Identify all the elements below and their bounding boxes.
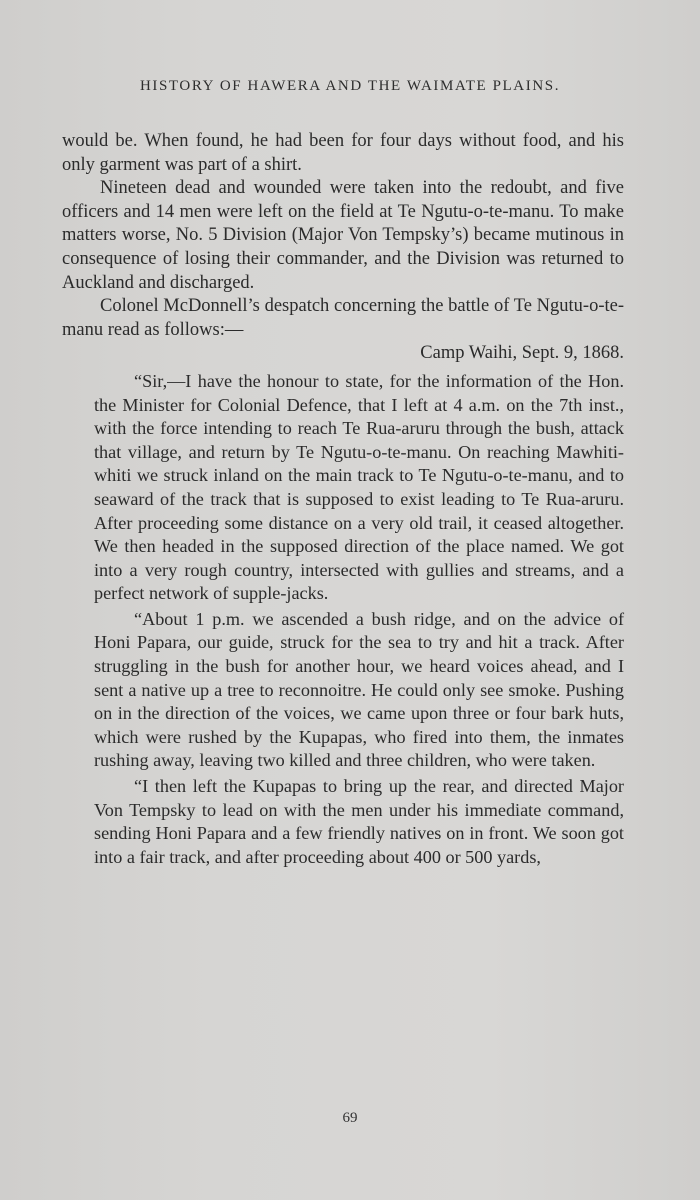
page-number: 69 xyxy=(342,1110,358,1126)
despatch-paragraph-3: “I then left the Kupapas to bring up the rear, and directed Major Von Tempsky to lead on with the men under his immediate command, sending Honi Papara and a few friendly natives on in front. We soon got into a fair track, and after proceeding about 400 or 500 yards, xyxy=(94,776,624,867)
despatch-paragraph-1: “Sir,—I have the honour to state, for the information of the Hon. the Minister for Colonial Defence, that I left at 4 a.m. on the 7th inst., with the force intending to reach Te Rua-aruru through the bush, attack that village, and return by Te Ngutu-o-te-manu. On reaching Mawhiti-whiti we struck inland on the main track to Te Ngutu-o-te-manu, and to seaward of the track that is supposed to exist leading to Te Rua-aruru. After proceeding some distance on a very old trail, it ceased altogether. We then headed in the supposed direction of the place named. We got into a very rough country, intersected with gullies and streams, and a perfect network of supple-jacks. xyxy=(94,370,624,604)
paragraph-continuation: would be. When found, he had been for four days without food, and his only garment was part of a shirt. xyxy=(62,131,624,175)
despatch-dateline: Camp Waihi, Sept. 9, 1868. xyxy=(420,343,624,364)
body-text xyxy=(62,130,624,869)
running-head-title: HISTORY OF HAWERA AND THE WAIMATE PLAINS. xyxy=(139,78,561,94)
paragraph-casualties: Nineteen dead and wounded were taken into the redoubt, and five officers and 14 men were left on the field at Te Ngutu-o-te-manu. To make matters worse, No. 5 Division (Major Von Tempsky’s) became mutinous in consequence of losing their commander, and the Division was returned to Auckland and discharged. xyxy=(62,178,624,293)
paragraph-despatch-intro: Colonel McDonnell’s despatch concerning the battle of Te Ngutu-o-te-manu read as follows:— xyxy=(62,296,624,340)
despatch-paragraph-2: “About 1 p.m. we ascended a bush ridge, and on the advice of Honi Papara, our guide, struck for the sea to try and hit a track. After struggling in the bush for another hour, we heard voices ahead, and I sent a native up a tree to reconnoitre. He could only see smoke. Pushing on in the direction of the voices, we came upon three or four bark huts, which were rushed by the Kupapas, who fired into them, the inmates rushing away, leaving two killed and three children, who were taken. xyxy=(94,608,624,771)
